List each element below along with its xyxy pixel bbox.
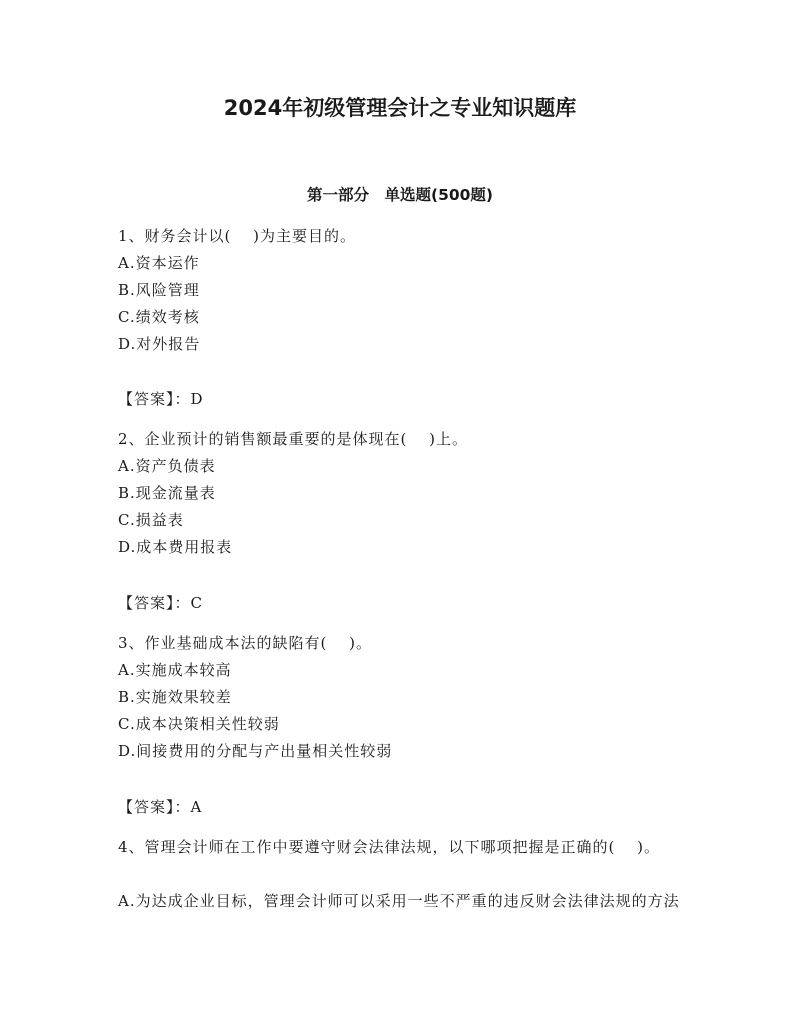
question-4-option-a: A.为达成企业目标，管理会计师可以采用一些不严重的违反财会法律法规的方法 bbox=[118, 892, 680, 910]
question-1-option-d: D.对外报告 bbox=[118, 335, 201, 353]
question-2-option-d: D.成本费用报表 bbox=[118, 538, 233, 556]
question-1-option-c: C.绩效考核 bbox=[118, 308, 200, 326]
question-3-option-d: D.间接费用的分配与产出量相关性较弱 bbox=[118, 742, 393, 760]
question-3-stem: 3、作业基础成本法的缺陷有( )。 bbox=[118, 634, 373, 652]
section-title: 第一部分 单选题(500题) bbox=[306, 186, 494, 204]
question-3-option-a: A.实施成本较高 bbox=[118, 661, 232, 679]
question-2-answer: 【答案】：C bbox=[118, 594, 203, 612]
question-1-answer: 【答案】：D bbox=[118, 390, 204, 408]
question-1-stem: 1、财务会计以( )为主要目的。 bbox=[118, 227, 357, 245]
question-3-option-b: B.实施效果较差 bbox=[118, 688, 232, 706]
question-3-option-c: C.成本决策相关性较弱 bbox=[118, 715, 280, 733]
question-4-stem: 4、管理会计师在工作中要遵守财会法律法规，以下哪项把握是正确的( )。 bbox=[118, 838, 661, 856]
question-2-stem: 2、企业预计的销售额最重要的是体现在( )上。 bbox=[118, 430, 469, 448]
page-title: 2024年初级管理会计之专业知识题库 bbox=[223, 96, 577, 120]
question-2-option-c: C.损益表 bbox=[118, 511, 184, 529]
question-2-option-a: A.资产负债表 bbox=[118, 457, 216, 475]
question-3-answer: 【答案】：A bbox=[118, 798, 203, 816]
question-1-option-b: B.风险管理 bbox=[118, 281, 200, 299]
question-2-option-b: B.现金流量表 bbox=[118, 484, 216, 502]
question-1-option-a: A.资本运作 bbox=[118, 254, 200, 272]
